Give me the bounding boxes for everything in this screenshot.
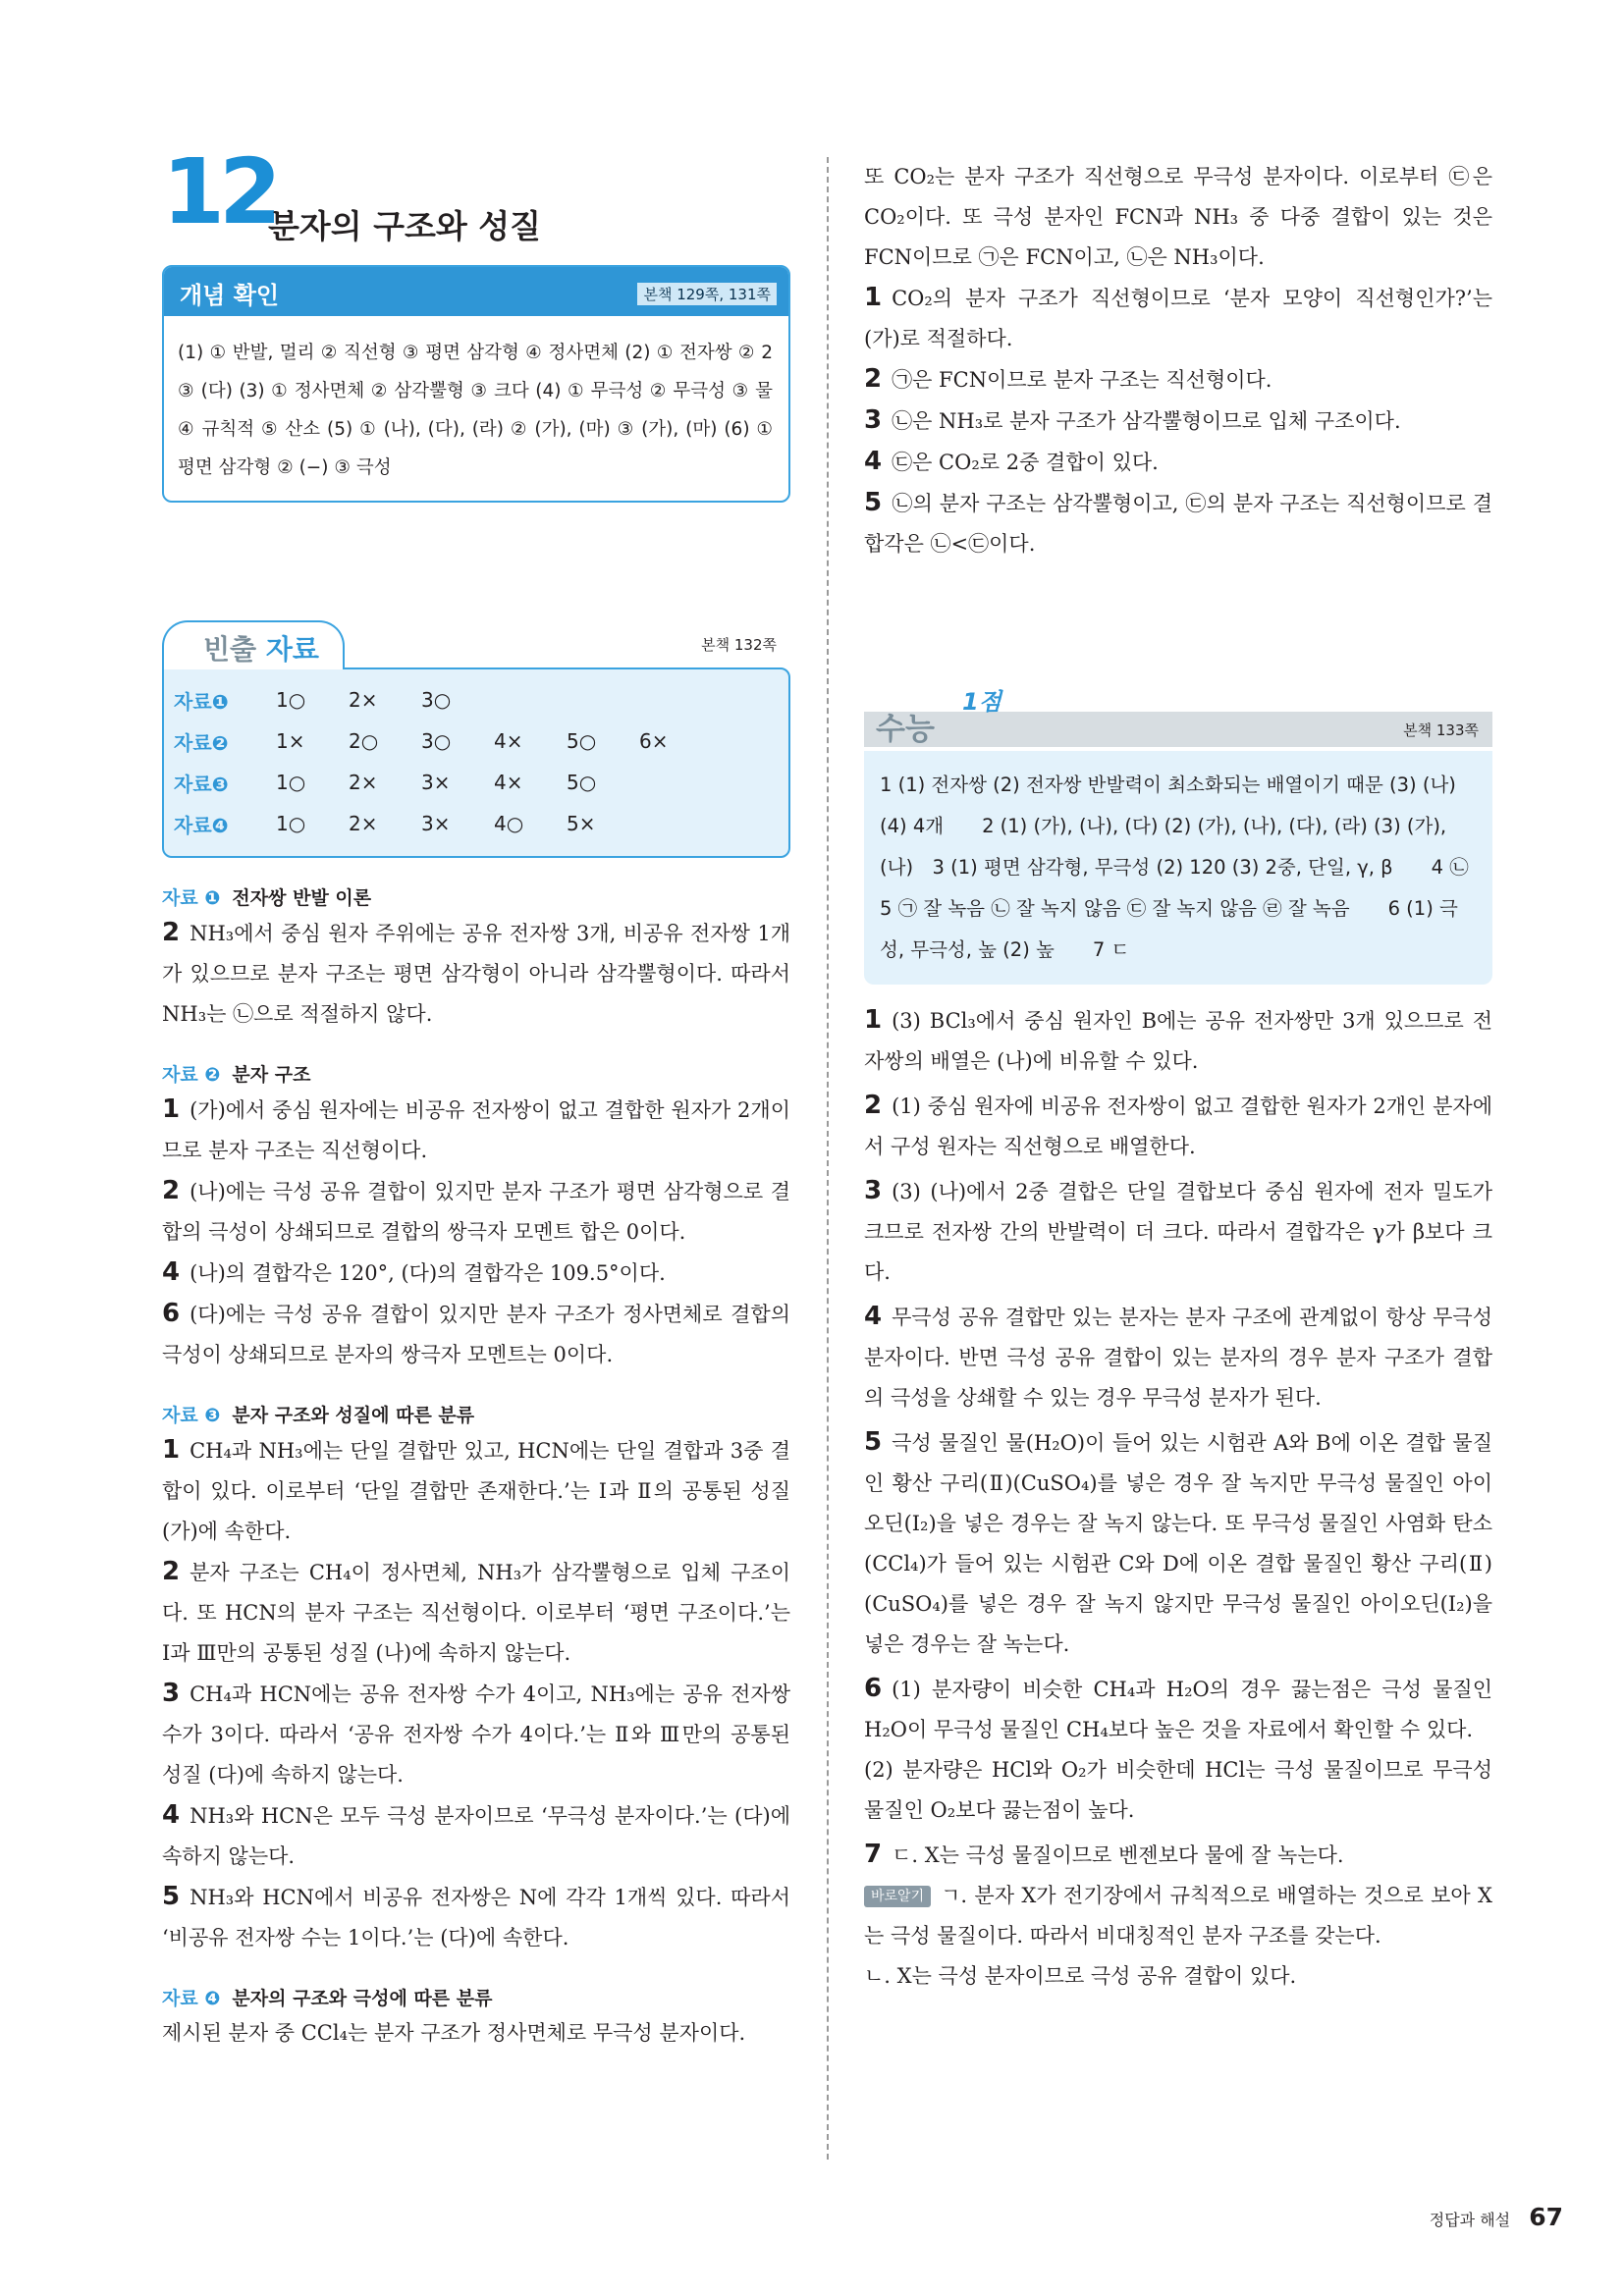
frequent-title-a: 빈출 bbox=[203, 633, 257, 666]
item-text: NH₃와 HCN에서 비공유 전자쌍은 N에 각각 1개씩 있다. 따라서 ‘비공유 전자쌍 수는 1이다.’는 (다)에 속한다. bbox=[162, 1886, 790, 1949]
item-text: (나)에는 극성 공유 결합이 있지만 분자 구조가 평면 삼각형으로 결합의 극성이 상쇄되므로 결합의 쌍극자 모멘트 합은 0이다. bbox=[162, 1180, 790, 1244]
item-text: CO₂의 분자 구조가 직선형이므로 ‘분자 모양이 직선형인가?’는 (가)로 적절하다. bbox=[864, 287, 1492, 350]
section-key: 자료 ❹ bbox=[162, 1988, 221, 2009]
item-number: 4 bbox=[162, 1800, 181, 1830]
frequent-row bbox=[164, 803, 788, 844]
left-column bbox=[162, 139, 790, 2054]
page-footer bbox=[1430, 2203, 1563, 2231]
answer-item: 2○ bbox=[349, 729, 379, 753]
answer-item: 3× bbox=[421, 771, 451, 794]
answer-item: 2× bbox=[349, 771, 378, 794]
concept-check-title: 개념 확인 bbox=[180, 282, 280, 309]
explanation-paragraph bbox=[162, 1430, 790, 1552]
item-text: (3) (나)에서 2중 결합은 단일 결합보다 중심 원자에 전자 밀도가 크므로 전자쌍 간의 반발력이 더 크다. 따라서 결합각은 γ가 β보다 크다. bbox=[864, 1180, 1492, 1284]
concept-check-header bbox=[164, 267, 788, 316]
item-text: (나)의 결합각은 120°, (다)의 결합각은 109.5°이다. bbox=[189, 1261, 666, 1285]
answer-item: 1× bbox=[276, 729, 305, 753]
frequent-title-b: 자료 bbox=[265, 633, 319, 666]
item-number: 6 bbox=[864, 1674, 883, 1703]
item-number: 5 bbox=[864, 488, 883, 517]
explanation-paragraph bbox=[864, 1669, 1492, 1750]
answer-item: 5× bbox=[567, 812, 596, 835]
item-text: (3) BCl₃에서 중심 원자인 B에는 공유 전자쌍만 3개 있으므로 전자쌍의 배열은 (나)에 비유할 수 있다. bbox=[864, 1009, 1492, 1073]
item-text: CH₄과 NH₃에는 단일 결합만 있고, HCN에는 단일 결합과 3중 결합이 있다. 이로부터 ‘단일 결합만 존재한다.’는 Ⅰ과 Ⅱ의 공통된 성질 (가)에 속한다. bbox=[162, 1439, 790, 1543]
row-label: 자료❹ bbox=[174, 813, 229, 837]
concept-check-answers: (1) ① 반발, 멀리 ② 직선형 ③ 평면 삼각형 ④ 정사면체 (2) ① 전자쌍 ② 2 ③ (다) (3) ① 정사면체 ② 삼각뿔형 ③ 크다 (4) ① 무극성 ② 무극성 ③ 물 ④ 규칙적 ⑤ 산소 (5) ① (나), (다), (라) ② (가), (마) ③ (가), (마) (6) ① 평면 삼각형 ② (−) ③ 극성 bbox=[178, 343, 773, 478]
explanation-paragraph bbox=[864, 1000, 1492, 1082]
item-text: 분자 구조는 CH₄이 정사면체, NH₃가 삼각뿔형으로 입체 구조이다. 또 HCN의 분자 구조는 직선형이다. 이로부터 ‘평면 구조이다.’는 Ⅰ과 Ⅲ만의 공통된 성질 (나)에 속하지 않는다. bbox=[162, 1561, 790, 1665]
continued-paragraph: 또 CO₂는 분자 구조가 직선형으로 무극성 분자이다. 이로부터 ㉢은 CO₂이다. 또 극성 분자인 FCN과 NH₃ 중 다중 결합이 있는 것은 FCN이므로 ㉠은 FCN이고, ㉡은 NH₃이다. bbox=[864, 165, 1492, 269]
item-text: NH₃에서 중심 원자 주위에는 공유 전자쌍 3개, 비공유 전자쌍 1개가 있으므로 분자 구조는 평면 삼각형이 아니라 삼각뿔형이다. 따라서 NH₃는 ㉡으로 적절하지 않다. bbox=[162, 922, 790, 1026]
explanation-paragraph bbox=[864, 442, 1492, 483]
wrong-answer-note bbox=[864, 1876, 1492, 1956]
item-number: 1 bbox=[864, 1005, 883, 1035]
explanation-paragraph bbox=[162, 1552, 790, 1674]
explanation-paragraph bbox=[864, 483, 1492, 564]
item-text: CH₄과 HCN에는 공유 전자쌍 수가 4이고, NH₃에는 공유 전자쌍 수가 3이다. 따라서 ‘공유 전자쌍 수가 4이다.’는 Ⅱ와 Ⅲ만의 공통된 성질 (다)에 속하지 않는다. bbox=[162, 1682, 790, 1787]
frequent-data-tab bbox=[162, 620, 345, 669]
item-number: 1 bbox=[864, 283, 883, 312]
item-number: 3 bbox=[864, 1176, 883, 1205]
item-text: (1) 중심 원자에 비공유 전자쌍이 없고 결합한 원자가 2개인 분자에서 구성 원자는 직선형으로 배열한다. bbox=[864, 1095, 1492, 1158]
explanation-paragraph bbox=[864, 1422, 1492, 1665]
answer-item: 2× bbox=[349, 812, 378, 835]
item-number: 2 bbox=[864, 364, 883, 394]
frequent-row bbox=[164, 762, 788, 803]
explanation-paragraph bbox=[162, 1171, 790, 1253]
answer-item: 3○ bbox=[421, 688, 452, 712]
section-heading bbox=[162, 1984, 790, 2013]
answer-item: 1○ bbox=[276, 812, 306, 835]
row-label: 자료❷ bbox=[174, 730, 229, 755]
explanation-paragraph bbox=[162, 1877, 790, 1958]
column-divider bbox=[827, 157, 829, 2160]
item-text: (1) 분자량이 비슷한 CH₄과 H₂O의 경우 끓는점은 극성 물질인 H₂O이 무극성 물질인 CH₄보다 높은 것을 자료에서 확인할 수 있다. bbox=[864, 1678, 1492, 1741]
item-number: 1 bbox=[162, 1095, 181, 1124]
item-number: 4 bbox=[864, 447, 883, 476]
explanation-paragraph bbox=[162, 1674, 790, 1795]
explanation-paragraph bbox=[864, 1297, 1492, 1418]
item-text: ㄷ. X는 극성 물질이므로 벤젠보다 물에 잘 녹는다. bbox=[892, 1843, 1344, 1867]
frequent-data-ref: 본책 132쪽 bbox=[701, 636, 777, 654]
suneung-ref: 본책 133쪽 bbox=[1403, 721, 1479, 739]
frequent-data-box bbox=[162, 667, 790, 858]
item-text: 극성 물질인 물(H₂O)이 들어 있는 시험관 A와 B에 이온 결합 물질인 황산 구리(Ⅱ)(CuSO₄)를 넣은 경우 잘 녹지만 무극성 물질인 아이오딘(I₂)을 넣은 경우는 잘 녹지 않는다. 또 무극성 물질인 사염화 탄소(CCl₄)가 들어 있는 시험관 C와 D에 이온 결합 물질인 황산 구리(Ⅱ)(CuSO₄)를 넣은 경우 잘 녹지 않지만 무극성 물질인 아이오딘(I₂)을 넣은 경우는 잘 녹는다. bbox=[864, 1431, 1492, 1656]
page-number: 67 bbox=[1529, 2203, 1563, 2231]
row-label: 자료❸ bbox=[174, 772, 229, 796]
item-number: 3 bbox=[162, 1679, 181, 1708]
answer-item: 4○ bbox=[494, 812, 524, 835]
suneung-answer-box: 1 (1) 전자쌍 (2) 전자쌍 반발력이 최소화되는 배열이기 때문 (3) (나) (4) 4개 2 (1) (가), (나), (다) (2) (가), (나), (다), (라) (3) (가), (나) 3 (1) 평면 삼각형, 무극성 (2) 120 (3) 2중, 단일, γ, β 4 ㉡ 5 ㉠ 잘 녹음 ㉡ 잘 녹지 않음 ㉢ 잘 녹지 않음 ㉣ 잘 녹음 6 (1) 극성, 무극성, 높 (2) 높 7 ㄷ bbox=[864, 751, 1492, 985]
suneung-header-bar bbox=[864, 712, 1492, 747]
item-text: ㉢은 CO₂로 2중 결합이 있다. bbox=[892, 451, 1159, 474]
answer-item: 3× bbox=[421, 812, 451, 835]
explanation-paragraph bbox=[864, 400, 1492, 442]
answer-item: 1○ bbox=[276, 771, 306, 794]
item-number: 2 bbox=[162, 1557, 181, 1586]
explanation-paragraph bbox=[162, 1090, 790, 1171]
frequent-data-title bbox=[203, 628, 319, 667]
item-number: 2 bbox=[162, 1176, 181, 1205]
frequent-data-header bbox=[162, 620, 790, 667]
item-text: ㉡은 NH₃로 분자 구조가 삼각뿔형이므로 입체 구조이다. bbox=[892, 409, 1401, 433]
answer-item: 4× bbox=[494, 729, 523, 753]
chapter-header bbox=[162, 139, 790, 255]
note-line: ㄴ. X는 극성 분자이므로 극성 공유 결합이 있다. bbox=[864, 1964, 1297, 1988]
explanation-paragraph bbox=[162, 1795, 790, 1877]
section-title: 전자쌍 반발 이론 bbox=[232, 887, 372, 909]
wrong-answer-tag: 바로알기 bbox=[864, 1886, 931, 1907]
answer-item: 4× bbox=[494, 771, 523, 794]
explanation-paragraph bbox=[162, 913, 790, 1035]
item-number: 5 bbox=[162, 1882, 181, 1911]
answer-item: 5○ bbox=[567, 771, 597, 794]
section-heading bbox=[162, 1401, 790, 1430]
suneung-title: 수능 bbox=[876, 712, 935, 747]
explanation-paragraph bbox=[864, 359, 1492, 400]
explanation-paragraph bbox=[864, 1835, 1492, 1876]
explanation-paragraph bbox=[864, 1086, 1492, 1167]
section-heading bbox=[162, 883, 790, 913]
concept-check-box bbox=[162, 265, 790, 503]
wrong-answer-note bbox=[864, 1956, 1492, 1997]
right-column bbox=[864, 157, 1507, 1997]
item-number: 2 bbox=[864, 1091, 883, 1120]
section-key: 자료 ❶ bbox=[162, 887, 221, 909]
item-number: 4 bbox=[864, 1302, 883, 1331]
frequent-row bbox=[164, 679, 788, 721]
item-text: ㉠은 FCN이므로 분자 구조는 직선형이다. bbox=[892, 368, 1272, 392]
suneung-header bbox=[864, 682, 1492, 751]
answer-item: 6× bbox=[639, 729, 669, 753]
chapter-title: 분자의 구조와 성질 bbox=[268, 207, 542, 245]
section-key: 자료 ❸ bbox=[162, 1405, 221, 1426]
item-number: 7 bbox=[864, 1840, 883, 1869]
item-text: NH₃와 HCN은 모두 극성 분자이므로 ‘무극성 분자이다.’는 (다)에 속하지 않는다. bbox=[162, 1804, 790, 1868]
item-text: (가)에서 중심 원자에는 비공유 전자쌍이 없고 결합한 원자가 2개이므로 분자 구조는 직선형이다. bbox=[162, 1098, 790, 1162]
note-line: ㄱ. 분자 X가 전기장에서 규칙적으로 배열하는 것으로 보아 X는 극성 물질이다. 따라서 비대칭적인 분자 구조를 갖는다. bbox=[864, 1884, 1492, 1948]
explanation-paragraph bbox=[864, 278, 1492, 359]
item-text: 제시된 분자 중 CCl₄는 분자 구조가 정사면체로 무극성 분자이다. bbox=[162, 2021, 746, 2045]
item-number: 5 bbox=[864, 1427, 883, 1457]
explanation-paragraph bbox=[162, 1294, 790, 1375]
item-text: (2) 분자량은 HCl와 O₂가 비슷한데 HCl는 극성 물질이므로 무극성 물질인 O₂보다 끓는점이 높다. bbox=[864, 1758, 1492, 1822]
item-number: 1 bbox=[162, 1435, 181, 1465]
footer-label: 정답과 해설 bbox=[1429, 2211, 1511, 2229]
section-title: 분자 구조 bbox=[232, 1064, 311, 1086]
suneung-badge: 1점 bbox=[962, 688, 1001, 716]
frequent-row bbox=[164, 721, 788, 762]
section-heading bbox=[162, 1060, 790, 1090]
answer-item: 5○ bbox=[567, 729, 597, 753]
answer-item: 2× bbox=[349, 688, 378, 712]
chapter-number: 12 bbox=[162, 139, 277, 244]
section-title: 분자의 구조와 극성에 따른 분류 bbox=[232, 1988, 493, 2009]
item-number: 3 bbox=[864, 405, 883, 435]
section-title: 분자 구조와 성질에 따른 분류 bbox=[232, 1405, 475, 1426]
explanation-paragraph bbox=[864, 1750, 1492, 1831]
explanation-paragraph bbox=[162, 1253, 790, 1294]
explanation-paragraph bbox=[864, 1171, 1492, 1293]
section-key: 자료 ❷ bbox=[162, 1064, 221, 1086]
item-text: ㉡의 분자 구조는 삼각뿔형이고, ㉢의 분자 구조는 직선형이므로 결합각은 ㉡<㉢이다. bbox=[864, 492, 1492, 556]
explanation-paragraph bbox=[162, 2013, 790, 2054]
item-text: 무극성 공유 결합만 있는 분자는 분자 구조에 관계없이 항상 무극성 분자이다. 반면 극성 공유 결합이 있는 분자의 경우 분자 구조가 결합의 극성을 상쇄할 수 있는 경우 무극성 분자가 된다. bbox=[864, 1306, 1492, 1410]
item-number: 2 bbox=[162, 918, 181, 947]
item-number: 4 bbox=[162, 1257, 181, 1287]
answer-item: 3○ bbox=[421, 729, 452, 753]
concept-check-ref: 본책 129쪽, 131쪽 bbox=[637, 283, 777, 305]
row-label: 자료❶ bbox=[174, 689, 229, 714]
item-number: 6 bbox=[162, 1299, 181, 1328]
answer-item: 1○ bbox=[276, 688, 306, 712]
item-text: (다)에는 극성 공유 결합이 있지만 분자 구조가 정사면체로 결합의 극성이 상쇄되므로 분자의 쌍극자 모멘트는 0이다. bbox=[162, 1303, 790, 1366]
